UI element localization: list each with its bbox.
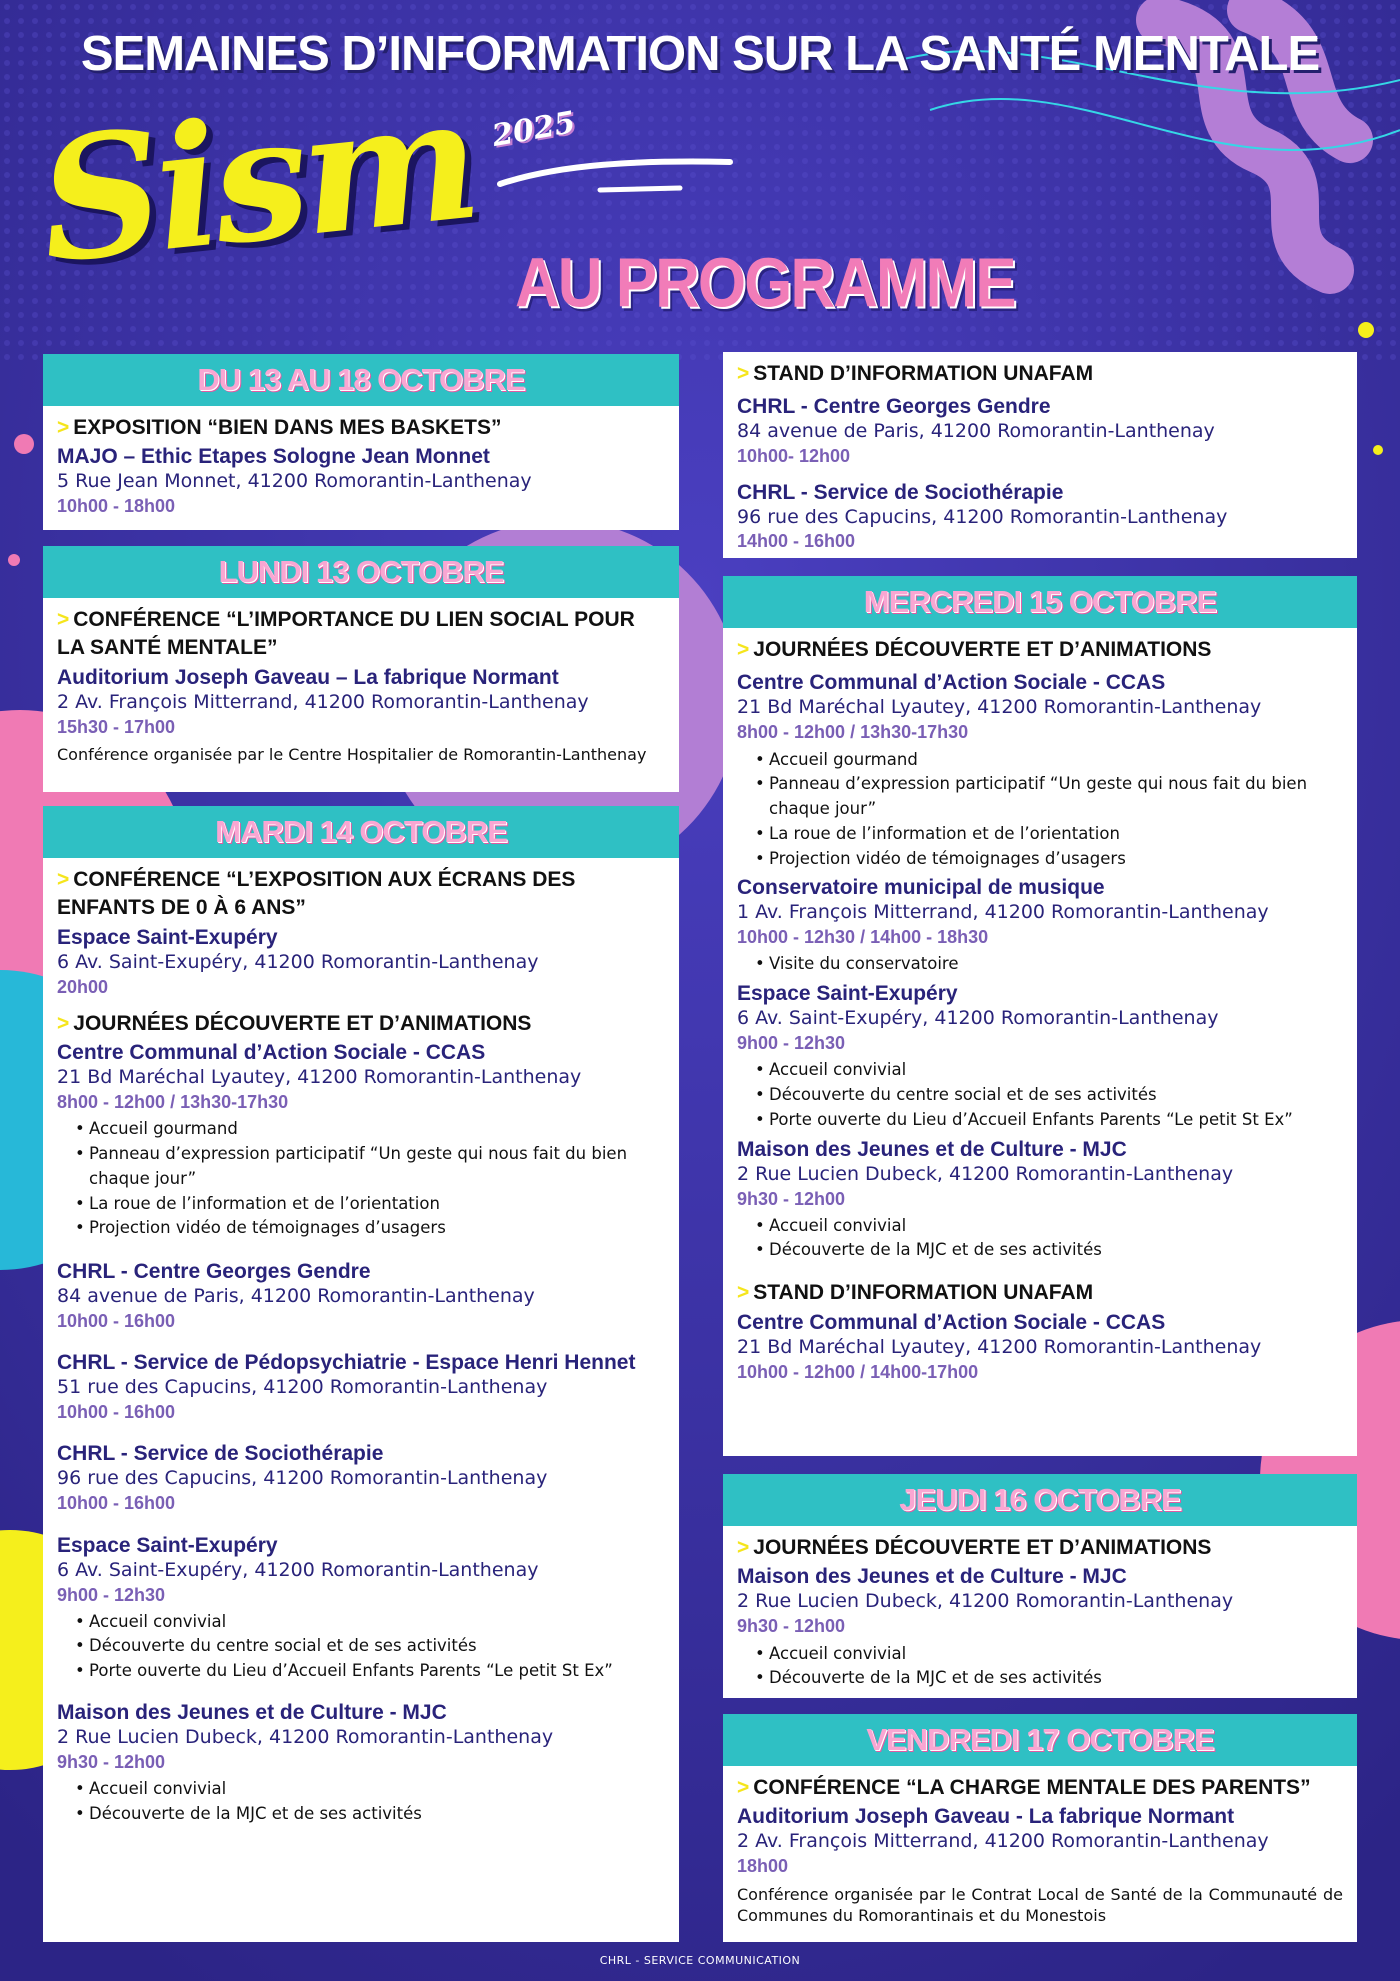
venue	[737, 1564, 1343, 1691]
activity-list	[755, 1058, 1343, 1132]
venue-name: Maison des Jeunes et de Culture - MJC	[57, 1700, 447, 1724]
list-item: • Accueil convivial	[75, 1610, 665, 1635]
event-note: Conférence organisée par le Centre Hospitalier de Romorantin-Lanthenay	[57, 744, 647, 764]
venue-name: Espace Saint-Exupéry	[57, 1533, 278, 1557]
list-item: • Projection vidéo de témoignages d’usagers	[755, 847, 1343, 872]
venue-name: CHRL - Service de Sociothérapie	[57, 1442, 384, 1466]
list-item: • Visite du conservatoire	[755, 952, 1343, 977]
chevron-right-icon: >	[57, 868, 70, 891]
venue-time: 8h00 - 12h00 / 13h30-17h30	[737, 722, 969, 743]
venue	[57, 1350, 665, 1425]
venue-time: 15h30 - 17h00	[57, 716, 176, 737]
venue	[737, 1137, 1343, 1264]
venue	[737, 1804, 1343, 1879]
venue-name: Espace Saint-Exupéry	[737, 982, 958, 1006]
card-tuesday-14	[43, 806, 679, 1942]
venue-address: 2 Av. François Mitterrand, 41200 Romorantin-Lanthenay	[737, 1830, 1269, 1853]
list-item: • Projection vidéo de témoignages d’usagers	[75, 1216, 665, 1241]
venue-name: CHRL - Service de Pédopsychiatrie - Espace Henri Hennet	[57, 1351, 636, 1375]
activity-list	[755, 952, 1343, 977]
venue-name: Auditorium Joseph Gaveau – La fabrique Normant	[57, 665, 559, 689]
venue-name: Centre Communal d’Action Sociale - CCAS	[737, 671, 1166, 695]
venue-name: Centre Communal d’Action Sociale - CCAS	[57, 1041, 486, 1065]
card-thursday-16	[723, 1474, 1357, 1698]
venue-address: 21 Bd Maréchal Lyautey, 41200 Romorantin-Lanthenay	[57, 1066, 582, 1089]
card-heading: MERCREDI 15 OCTOBRE	[723, 576, 1357, 628]
venue-address: 5 Rue Jean Monnet, 41200 Romorantin-Lanthenay	[57, 470, 532, 493]
venue-address: 6 Av. Saint-Exupéry, 41200 Romorantin-Lanthenay	[57, 1558, 539, 1581]
venue-name: CHRL - Centre Georges Gendre	[57, 1260, 371, 1284]
chevron-right-icon: >	[737, 362, 750, 385]
venue	[57, 665, 665, 740]
activity-list	[75, 1777, 665, 1827]
venue-name: MAJO – Ethic Etapes Sologne Jean Monnet	[57, 445, 490, 469]
chevron-right-icon: >	[737, 1536, 750, 1559]
venue-time: 9h30 - 12h00	[737, 1616, 846, 1637]
venue	[57, 925, 665, 1000]
venue-address: 6 Av. Saint-Exupéry, 41200 Romorantin-Lanthenay	[737, 1007, 1219, 1030]
venue-time: 10h00 - 16h00	[57, 1493, 176, 1514]
event-title: > JOURNÉES DÉCOUVERTE ET D’ANIMATIONS	[737, 638, 1212, 661]
program-subtitle: AU PROGRAMME	[515, 244, 1015, 323]
list-item: • Accueil gourmand	[75, 1117, 665, 1142]
event-note: Conférence organisée par le Contrat Local de Santé de la Communauté de Communes du Romorantinais et du Monestois	[737, 1884, 1343, 1926]
venue-address: 21 Bd Maréchal Lyautey, 41200 Romorantin-Lanthenay	[737, 1335, 1262, 1358]
venue-address: 84 avenue de Paris, 41200 Romorantin-Lanthenay	[57, 1285, 535, 1308]
venue	[737, 875, 1343, 977]
venue-time: 9h00 - 12h30	[57, 1584, 166, 1605]
venue	[737, 394, 1343, 469]
list-item: • La roue de l’information et de l’orientation	[755, 822, 1343, 847]
venue	[57, 1533, 665, 1684]
venue-name: CHRL - Centre Georges Gendre	[737, 395, 1051, 419]
event-title: > EXPOSITION “BIEN DANS MES BASKETS”	[57, 416, 502, 439]
card-friday-17	[723, 1714, 1357, 1942]
chevron-right-icon: >	[57, 416, 70, 439]
venue-address: 2 Rue Lucien Dubeck, 41200 Romorantin-Lanthenay	[57, 1726, 554, 1748]
venue-name: Espace Saint-Exupéry	[57, 925, 278, 949]
logo-year: 2025	[489, 105, 578, 154]
list-item: • Découverte du centre social et de ses activités	[755, 1083, 1343, 1108]
venue-name: Conservatoire municipal de musique	[737, 876, 1105, 900]
list-item: • Découverte de la MJC et de ses activités	[755, 1238, 1343, 1263]
venue-time: 9h30 - 12h00	[737, 1188, 846, 1209]
event-title: > CONFÉRENCE “L’EXPOSITION AUX ÉCRANS DES ENFANTS DE 0 À 6 ANS”	[57, 868, 576, 920]
card-wednesday-15	[723, 576, 1357, 1456]
venue-time: 8h00 - 12h00 / 13h30-17h30	[57, 1092, 289, 1113]
venue-time: 10h00 - 12h00 / 14h00-17h00	[737, 1361, 979, 1382]
chevron-right-icon: >	[737, 638, 750, 661]
venue-name: Auditorium Joseph Gaveau - La fabrique Normant	[737, 1805, 1235, 1829]
venue-time: 9h30 - 12h00	[57, 1751, 166, 1772]
venue-time: 10h00 - 16h00	[57, 1311, 176, 1332]
list-item: • Panneau d’expression participatif “Un geste qui nous fait du bien chaque jour”	[75, 1142, 665, 1192]
card-heading: DU 13 AU 18 OCTOBRE	[43, 354, 679, 406]
footer-credit: CHRL - SERVICE COMMUNICATION	[599, 1954, 801, 1967]
card-heading: LUNDI 13 OCTOBRE	[43, 546, 679, 598]
list-item: • Panneau d’expression participatif “Un geste qui nous fait du bien chaque jour”	[755, 772, 1343, 822]
list-item: • Découverte du centre social et de ses activités	[75, 1634, 665, 1659]
event-title: > CONFÉRENCE “L’IMPORTANCE DU LIEN SOCIAL POUR LA SANTÉ MENTALE”	[57, 608, 635, 660]
venue	[57, 1040, 665, 1241]
venue-address: 96 rue des Capucins, 41200 Romorantin-Lanthenay	[57, 1467, 548, 1490]
list-item: • Accueil convivial	[75, 1777, 665, 1802]
chevron-right-icon: >	[57, 1011, 70, 1035]
activity-list	[755, 1642, 1343, 1692]
venue-time: 18h00	[737, 1856, 789, 1877]
event-title: > JOURNÉES DÉCOUVERTE ET D’ANIMATIONS	[57, 1011, 532, 1035]
card-heading: VENDREDI 17 OCTOBRE	[723, 1714, 1357, 1766]
venue-address: 51 rue des Capucins, 41200 Romorantin-Lanthenay	[57, 1376, 548, 1399]
venue-time: 10h00- 12h00	[737, 446, 851, 467]
card-unafam-stand	[723, 352, 1357, 558]
logo-word: Sism	[30, 58, 483, 302]
chevron-right-icon: >	[737, 1776, 750, 1799]
event-title: > STAND D’INFORMATION UNAFAM	[737, 1281, 1094, 1305]
venue-name: CHRL - Service de Sociothérapie	[737, 480, 1064, 504]
venue-address: 84 avenue de Paris, 41200 Romorantin-Lanthenay	[737, 420, 1215, 443]
list-item: • La roue de l’information et de l’orientation	[75, 1192, 665, 1217]
venue-time: 14h00 - 16h00	[737, 531, 856, 552]
activity-list	[755, 1214, 1343, 1264]
venue	[57, 1700, 665, 1827]
venue-address: 96 rue des Capucins, 41200 Romorantin-Lanthenay	[737, 505, 1228, 528]
list-item: • Porte ouverte du Lieu d’Accueil Enfants Parents “Le petit St Ex”	[755, 1108, 1343, 1133]
list-item: • Accueil convivial	[755, 1214, 1343, 1239]
sism-logo	[30, 58, 483, 302]
chevron-right-icon: >	[57, 608, 70, 631]
venue-name: Centre Communal d’Action Sociale - CCAS	[737, 1310, 1166, 1334]
venue	[737, 981, 1343, 1132]
venue	[737, 480, 1343, 555]
venue-address: 1 Av. François Mitterrand, 41200 Romorantin-Lanthenay	[737, 901, 1269, 924]
event-title: > JOURNÉES DÉCOUVERTE ET D’ANIMATIONS	[737, 1536, 1212, 1559]
venue-address: 21 Bd Maréchal Lyautey, 41200 Romorantin-Lanthenay	[737, 696, 1262, 719]
card-13-18-october	[43, 354, 679, 530]
page-title: SEMAINES D’INFORMATION SUR LA SANTÉ MENTALE	[80, 27, 1320, 81]
venue-time: 10h00 - 16h00	[57, 1402, 176, 1423]
chevron-right-icon: >	[737, 1281, 750, 1305]
card-heading: JEUDI 16 OCTOBRE	[723, 1474, 1357, 1526]
venue-name: Maison des Jeunes et de Culture - MJC	[737, 1565, 1127, 1589]
event-title: > CONFÉRENCE “LA CHARGE MENTALE DES PARENTS”	[737, 1776, 1311, 1799]
venue-time: 10h00 - 12h30 / 14h00 - 18h30	[737, 927, 989, 948]
venue-time: 20h00	[57, 976, 109, 997]
activity-list	[75, 1610, 665, 1684]
venue-name: Maison des Jeunes et de Culture - MJC	[737, 1137, 1127, 1161]
list-item: • Porte ouverte du Lieu d’Accueil Enfants Parents “Le petit St Ex”	[75, 1659, 665, 1684]
card-heading: MARDI 14 OCTOBRE	[43, 806, 679, 858]
venue-address: 2 Rue Lucien Dubeck, 41200 Romorantin-Lanthenay	[737, 1162, 1234, 1185]
activity-list	[755, 748, 1343, 872]
venue	[737, 670, 1343, 871]
venue-address: 2 Av. François Mitterrand, 41200 Romorantin-Lanthenay	[57, 690, 589, 713]
venue-time: 10h00 - 18h00	[57, 496, 176, 517]
venue-time: 9h00 - 12h30	[737, 1033, 846, 1054]
venue	[737, 1310, 1343, 1385]
list-item: • Découverte de la MJC et de ses activités	[75, 1802, 665, 1827]
venue-address: 2 Rue Lucien Dubeck, 41200 Romorantin-Lanthenay	[737, 1590, 1234, 1613]
venue	[57, 1259, 665, 1334]
activity-list	[75, 1117, 665, 1241]
venue	[57, 1441, 665, 1516]
venue-address: 6 Av. Saint-Exupéry, 41200 Romorantin-Lanthenay	[57, 950, 539, 973]
card-monday-13	[43, 546, 679, 792]
venue	[57, 444, 665, 519]
list-item: • Accueil gourmand	[755, 748, 1343, 773]
list-item: • Accueil convivial	[755, 1058, 1343, 1083]
event-title: > STAND D’INFORMATION UNAFAM	[737, 362, 1094, 385]
list-item: • Accueil convivial	[755, 1642, 1343, 1667]
list-item: • Découverte de la MJC et de ses activités	[755, 1666, 1343, 1691]
